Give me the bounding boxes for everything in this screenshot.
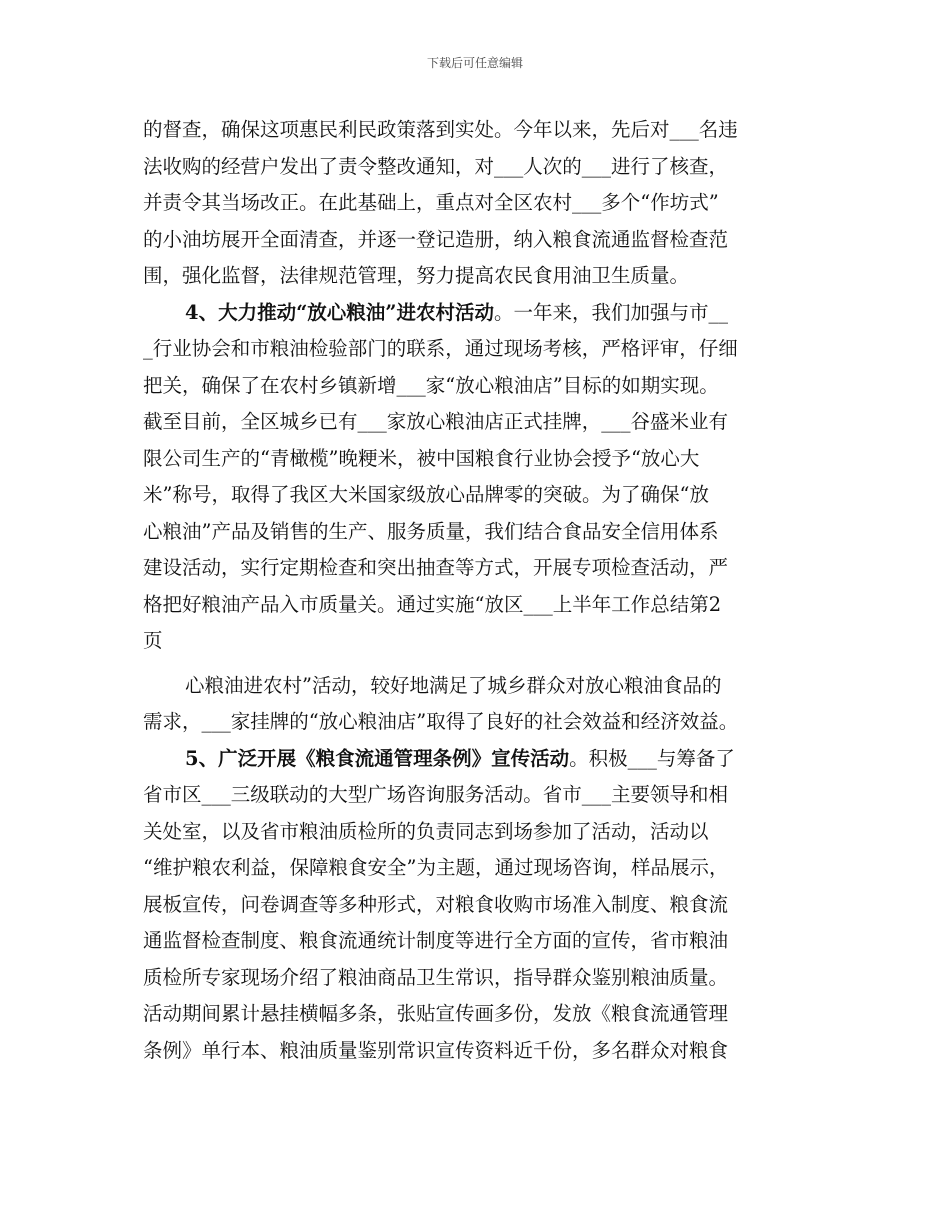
text-line: 心粮油”产品及销售的生产、服务质量，我们结合食品安全信用体系 — [143, 519, 719, 543]
page-header: 下载后可任意编辑 — [426, 56, 523, 70]
text-line: 法收购的经营户发出了责令整改通知，对___人次的___进行了核查， — [143, 154, 729, 178]
text-line: 围，强化监督，法律规范管理，努力提高农民食用油卫生质量。 — [143, 264, 690, 287]
text-line: 需求，___家挂牌的“放心粮油店”取得了良好的社会效益和经济效益。 — [143, 710, 739, 733]
text-line: 质检所专家现场介绍了粮油商品卫生常识，指导群众鉴别粮油质量。 — [143, 965, 729, 989]
text-line: 截至目前，全区城乡已有___家放心粮油店正式挂牌，___谷盛米业有 — [143, 410, 729, 433]
text-line: 限公司生产的“青橄榄”晚粳米，被中国粮食行业协会授予“放心大 — [143, 446, 700, 470]
text-line: 米”称号，取得了我区大米国家级放心品牌零的突破。为了确保“放 — [143, 483, 709, 506]
text-line: 把关，确保了在农村乡镇新增___家“放心粮油店”目标的如期实现。 — [143, 373, 719, 397]
section-5-heading-rest: 。积极___与筹备了 — [569, 746, 735, 770]
section-5-heading-line — [143, 741, 811, 778]
text-line: 通监督检查制度、粮食流通统计制度等进行全方面的宣传，省市粮油 — [143, 929, 729, 952]
text-line: 条例》单行本、粮油质量鉴别常识宣传资料近千份，多名群众对粮食 — [143, 1038, 729, 1062]
text-line: 的小油坊展开全面清查，并逐一登记造册，纳入粮食流通监督检查范 — [143, 227, 729, 251]
section-4-heading-rest: 。一年来，我们加强与市__ — [494, 300, 729, 324]
document-body — [143, 112, 811, 1069]
text-line: 省市区___三级联动的大型广场咨询服务活动。省市___主要领导和相 — [143, 783, 729, 806]
section-4-heading: 4、大力推动“放心粮油”进农村活动 — [185, 300, 495, 324]
section-5-heading: 5、广泛开展《粮食流通管理条例》宣传活动 — [185, 746, 570, 770]
text-line: “维护粮农利益，保障粮食安全”为主题，通过现场咨询，样品展示， — [143, 856, 729, 879]
text-line: 并责令其当场改正。在此基础上，重点对全区农村___多个“作坊式” — [143, 191, 719, 214]
text-line: _行业协会和市粮油检验部门的联系，通过现场考核，严格评审，仔细 — [143, 337, 738, 360]
text-line: 建设活动，实行定期检查和突出抽查等方式，开展专项检查活动，严 — [143, 556, 729, 579]
text-line: 活动期间累计悬挂横幅多条，张贴宣传画多份，发放《粮食流通管理 — [143, 1002, 729, 1025]
text-line: 的督查，确保这项惠民利民政策落到实处。今年以来，先后对___名违 — [143, 118, 738, 141]
text-line: 心粮油进农村”活动，较好地满足了城乡群众对放心粮油食品的 — [185, 673, 722, 697]
text-line: 关处室，以及省市粮油质检所的负责同志到场参加了活动，活动以 — [143, 819, 709, 843]
section-4-heading-line — [143, 295, 811, 332]
text-line: 格把好粮油产品入市质量关。通过实施“放区___上半年工作总结第2 — [143, 592, 722, 616]
text-line: 展板宣传，问卷调查等多种形式，对粮食收购市场准入制度、粮食流 — [143, 892, 729, 916]
text-line: 页 — [143, 629, 163, 652]
